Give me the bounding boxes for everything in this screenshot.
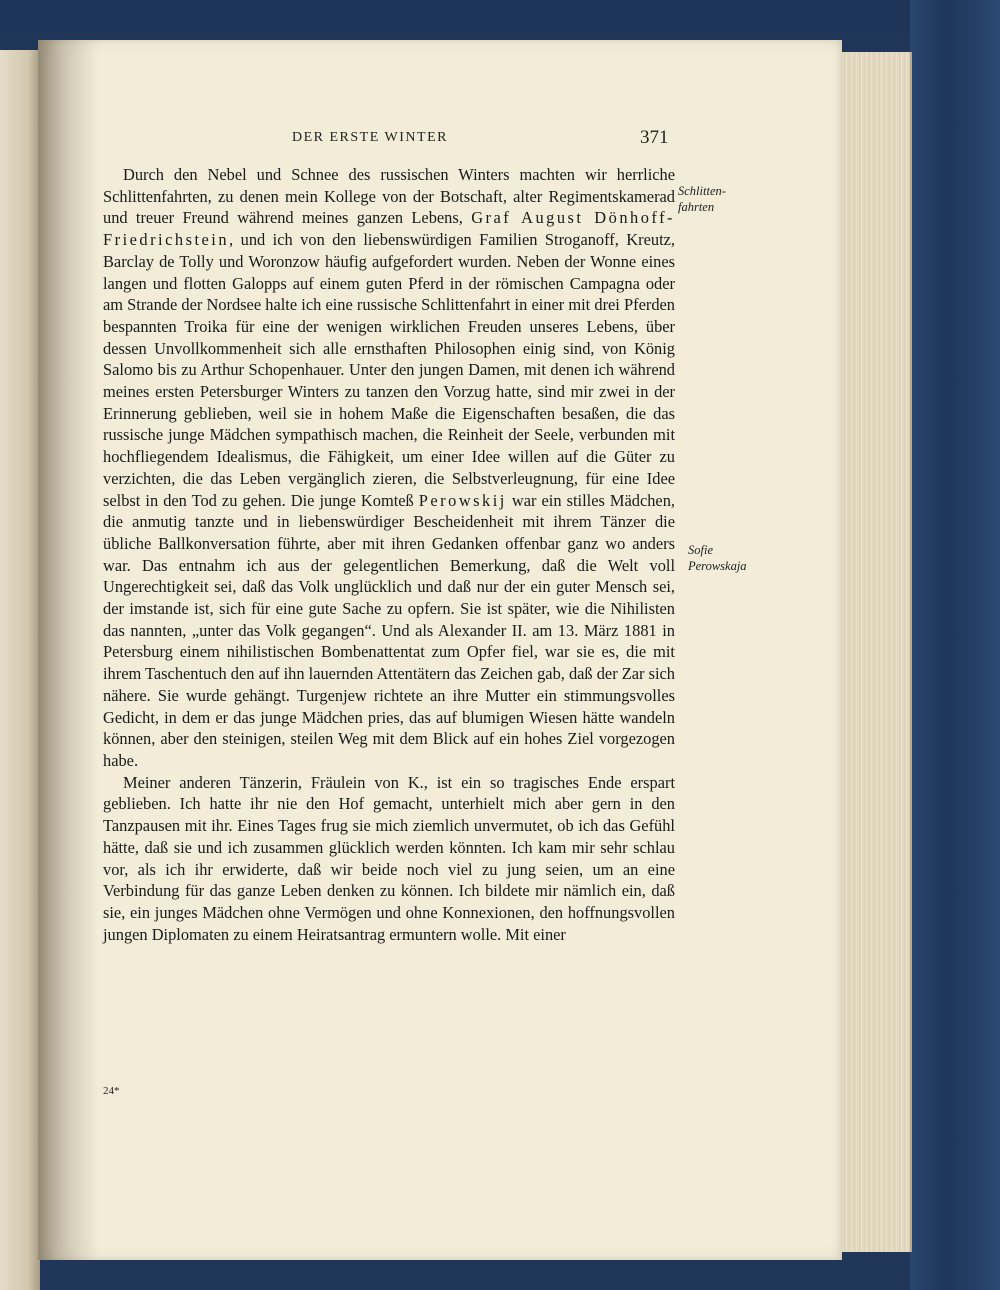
facing-page-edge <box>0 50 40 1290</box>
page-block-fore-edge <box>838 52 912 1252</box>
margin-note-line: Sofie <box>688 543 713 557</box>
paragraph-1 <box>103 164 675 772</box>
book-cover-edge <box>910 0 1000 1290</box>
margin-note-perowskaja <box>688 542 747 574</box>
body-text <box>103 164 675 945</box>
margin-note-line: Schlitten- <box>678 184 726 198</box>
spaced-name: Graf August Dönhoff-Friedrichstein <box>103 208 676 250</box>
spaced-name: Perowskij <box>418 490 507 510</box>
page-number: 371 <box>640 127 669 148</box>
running-head: DER ERSTE WINTER <box>292 130 448 145</box>
book-cover-top <box>0 0 1000 30</box>
paragraph-2: Meiner anderen Tänzerin, Fräulein von K., ist ein so tragisches Ende erspart geblieben. Ich hatte ihr nie den Hof gemacht, unterhielt mich aber gern in den Tanzpausen mit ihr. Eines Tages frug sie mich ziemlich unvermutet, ob ich das Gefühl hätte, daß sie und ich zusammen glücklich werden könnten. Ich kam mir sehr schlau vor, als ich ihr erwiderte, daß wir beide noch viel zu jung seien, um an eine Verbindung für das ganze Leben denken zu können. Ich bildete mir nämlich ein, daß sie, ein junges Mädchen ohne Vermögen und ohne Konnexionen, den hoffnungsvollen jungen Diplomaten zu einem Heiratsantrag ermuntern wolle. Mit einer <box>103 772 675 944</box>
margin-note-line: Perowskaja <box>688 559 747 573</box>
paragraph-text: war ein stilles Mädchen, die anmutig tanzte und in liebenswürdiger Bescheidenheit mit ihrem Tänzer die übliche Ballkonversation führte, aber mit ihren Gedanken offenbar ganz wo anders war. Das entnahm ich aus der gelegentlichen Bemerkung, daß die Welt voll Ungerechtigkeit sei, daß das Volk unglücklich und daß nur der ein guter Mensch sei, der imstande ist, sich für eine gute Sache zu opfern. Sie ist später, wie die Nihilisten das nannten, „unter das Volk gegangen“. Und als Alexander II. am 13. März 1881 in Petersburg einem nihilistischen Bombenattentat zum Opfer fiel, war sie es, die mit ihrem Taschentuch den auf ihn lauernden Attentätern das Zeichen gab, daß der Zar sich nähere. Sie wurde gehängt. Turgenjew richtete an ihre Mutter ein stimmungsvolles Gedicht, in dem er das junge Mädchen pries, das auf blumigen Wiesen hätte wandeln können, aber den steinigen, steilen Weg mit dem Blick auf ein hohes Ziel vorgezogen habe. <box>103 490 675 770</box>
margin-note-schlittenfahrten <box>678 183 726 215</box>
paragraph-text: Durch den Nebel und Schnee des russischen Winters machten wir herrliche Schlittenfahrten, zu denen mein Kollege von der Botschaft, alter Regimentskamerad und treuer Freund während meines ganzen Lebens, <box>103 165 675 228</box>
margin-note-line: fahrten <box>678 200 715 214</box>
signature-mark: 24* <box>103 1085 120 1097</box>
paragraph-text: , und ich von den liebenswürdigen Familien Stroganoff, Kreutz, Barclay de Tolly und Woronzow häufig aufgefordert wurden. Neben der Wonne eines langen und flotten Galopps auf einem guten Pferd in der römischen Campagna oder am Strande der Nordsee halte ich eine russische Schlittenfahrt in einer mit drei Pferden bespannten Troika für eine der wenigen wirklichen Freuden unseres Lebens, über dessen Unvollkommenheit sich alle ernsthaften Philosophen einig sind, von König Salomo bis zu Arthur Schopenhauer. Unter den jungen Damen, mit denen ich während meines ersten Petersburger Winters zu tanzen den Vorzug hatte, sind mir zwei in der Erinnerung geblieben, weil sie in hohem Maße die Eigenschaften besaßen, die das russische junge Mädchen sympathisch machen, die Reinheit der Seele, verbunden mit hochfliegendem Idealismus, die Fähigkeit, um einer Idee willen auf die Güter zu verzichten, die das Leben vergänglich zieren, die Selbstverleugnung, für eine Idee selbst in den Tod zu gehen. Die junge Komteß <box>103 230 675 510</box>
